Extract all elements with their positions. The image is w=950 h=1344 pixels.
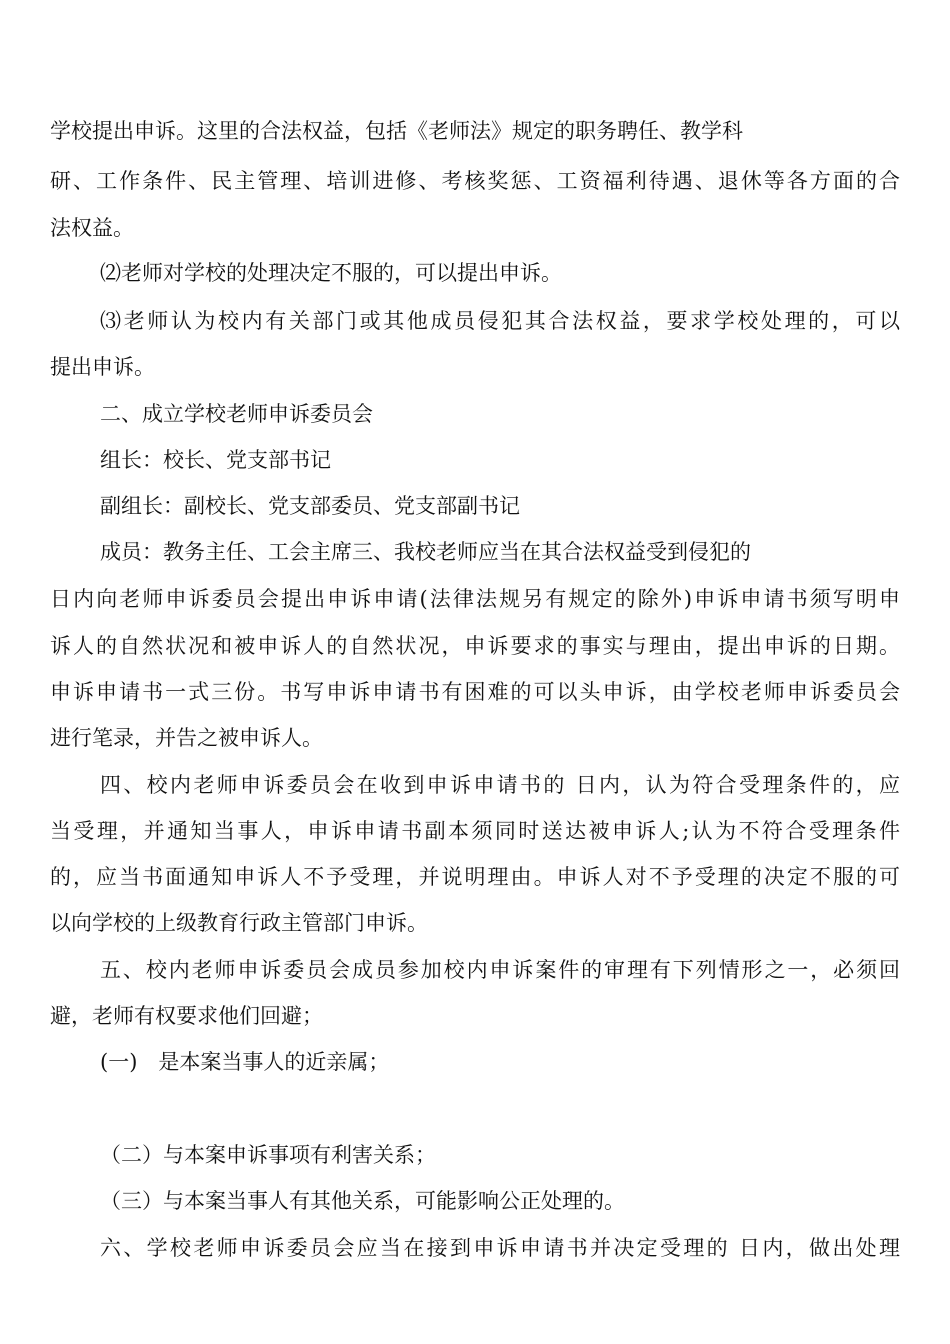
section-4-line-3: 的，应当书面通知申诉人不予受理，并说明理由。申诉人对不予受理的决定不服的可	[50, 865, 900, 889]
paragraph-line-2: 研、工作条件、民主管理、培训进修、考核奖惩、工资福利待遇、退休等各方面的合	[50, 169, 900, 193]
section-3-line-2: 诉人的自然状况和被申诉人的自然状况，申诉要求的事实与理由，提出申诉的日期。	[50, 634, 900, 658]
item-2-line: ⑵老师对学校的处理决定不服的，可以提出申诉。	[100, 261, 562, 285]
leader-line: 组长：校长、党支部书记	[100, 448, 331, 472]
section-4-line-2: 当受理，并通知当事人，申诉申请书副本须同时送达被申诉人;认为不符合受理条件	[50, 819, 900, 843]
section-3-line-3: 申诉申请书一式三份。书写申诉申请书有困难的可以头申诉，由学校老师申诉委员会	[50, 680, 900, 704]
section-3-line-4: 进行笔录，并告之被申诉人。	[50, 726, 323, 750]
paragraph-line-3: 法权益。	[50, 216, 134, 240]
paragraph-line-1: 学校提出申诉。这里的合法权益，包括《老师法》规定的职务聘任、教学科	[50, 119, 743, 143]
sub-item-3: （三）与本案当事人有其他关系，可能影响公正处理的。	[100, 1189, 625, 1213]
sub-item-2: （二）与本案申诉事项有利害关系；	[100, 1143, 436, 1167]
section-2-heading: 二、成立学校老师申诉委员会	[100, 402, 373, 426]
section-3-line-1: 日内向老师申诉委员会提出申诉申请(法律法规另有规定的除外)申诉申请书须写明申	[50, 587, 900, 611]
section-5-line-1: 五、校内老师申诉委员会成员参加校内申诉案件的审理有下列情形之一，必须回	[100, 958, 900, 982]
members-line: 成员：教务主任、工会主席三、我校老师应当在其合法权益受到侵犯的	[100, 540, 751, 564]
section-4-line-1: 四、校内老师申诉委员会在收到申诉申请书的 日内，认为符合受理条件的，应	[100, 773, 900, 797]
deputy-leader-line: 副组长：副校长、党支部委员、党支部副书记	[100, 494, 520, 518]
item-3-line-1: ⑶老师认为校内有关部门或其他成员侵犯其合法权益，要求学校处理的，可以	[100, 309, 900, 333]
section-4-line-4: 以向学校的上级教育行政主管部门申诉。	[50, 911, 428, 935]
section-6-line-1: 六、学校老师申诉委员会应当在接到申诉申请书并决定受理的 日内，做出处理	[100, 1236, 900, 1260]
section-5-line-2: 避，老师有权要求他们回避；	[50, 1004, 323, 1028]
item-3-line-2: 提出申诉。	[50, 355, 155, 379]
sub-item-1: (一) 是本案当事人的近亲属；	[100, 1050, 390, 1074]
